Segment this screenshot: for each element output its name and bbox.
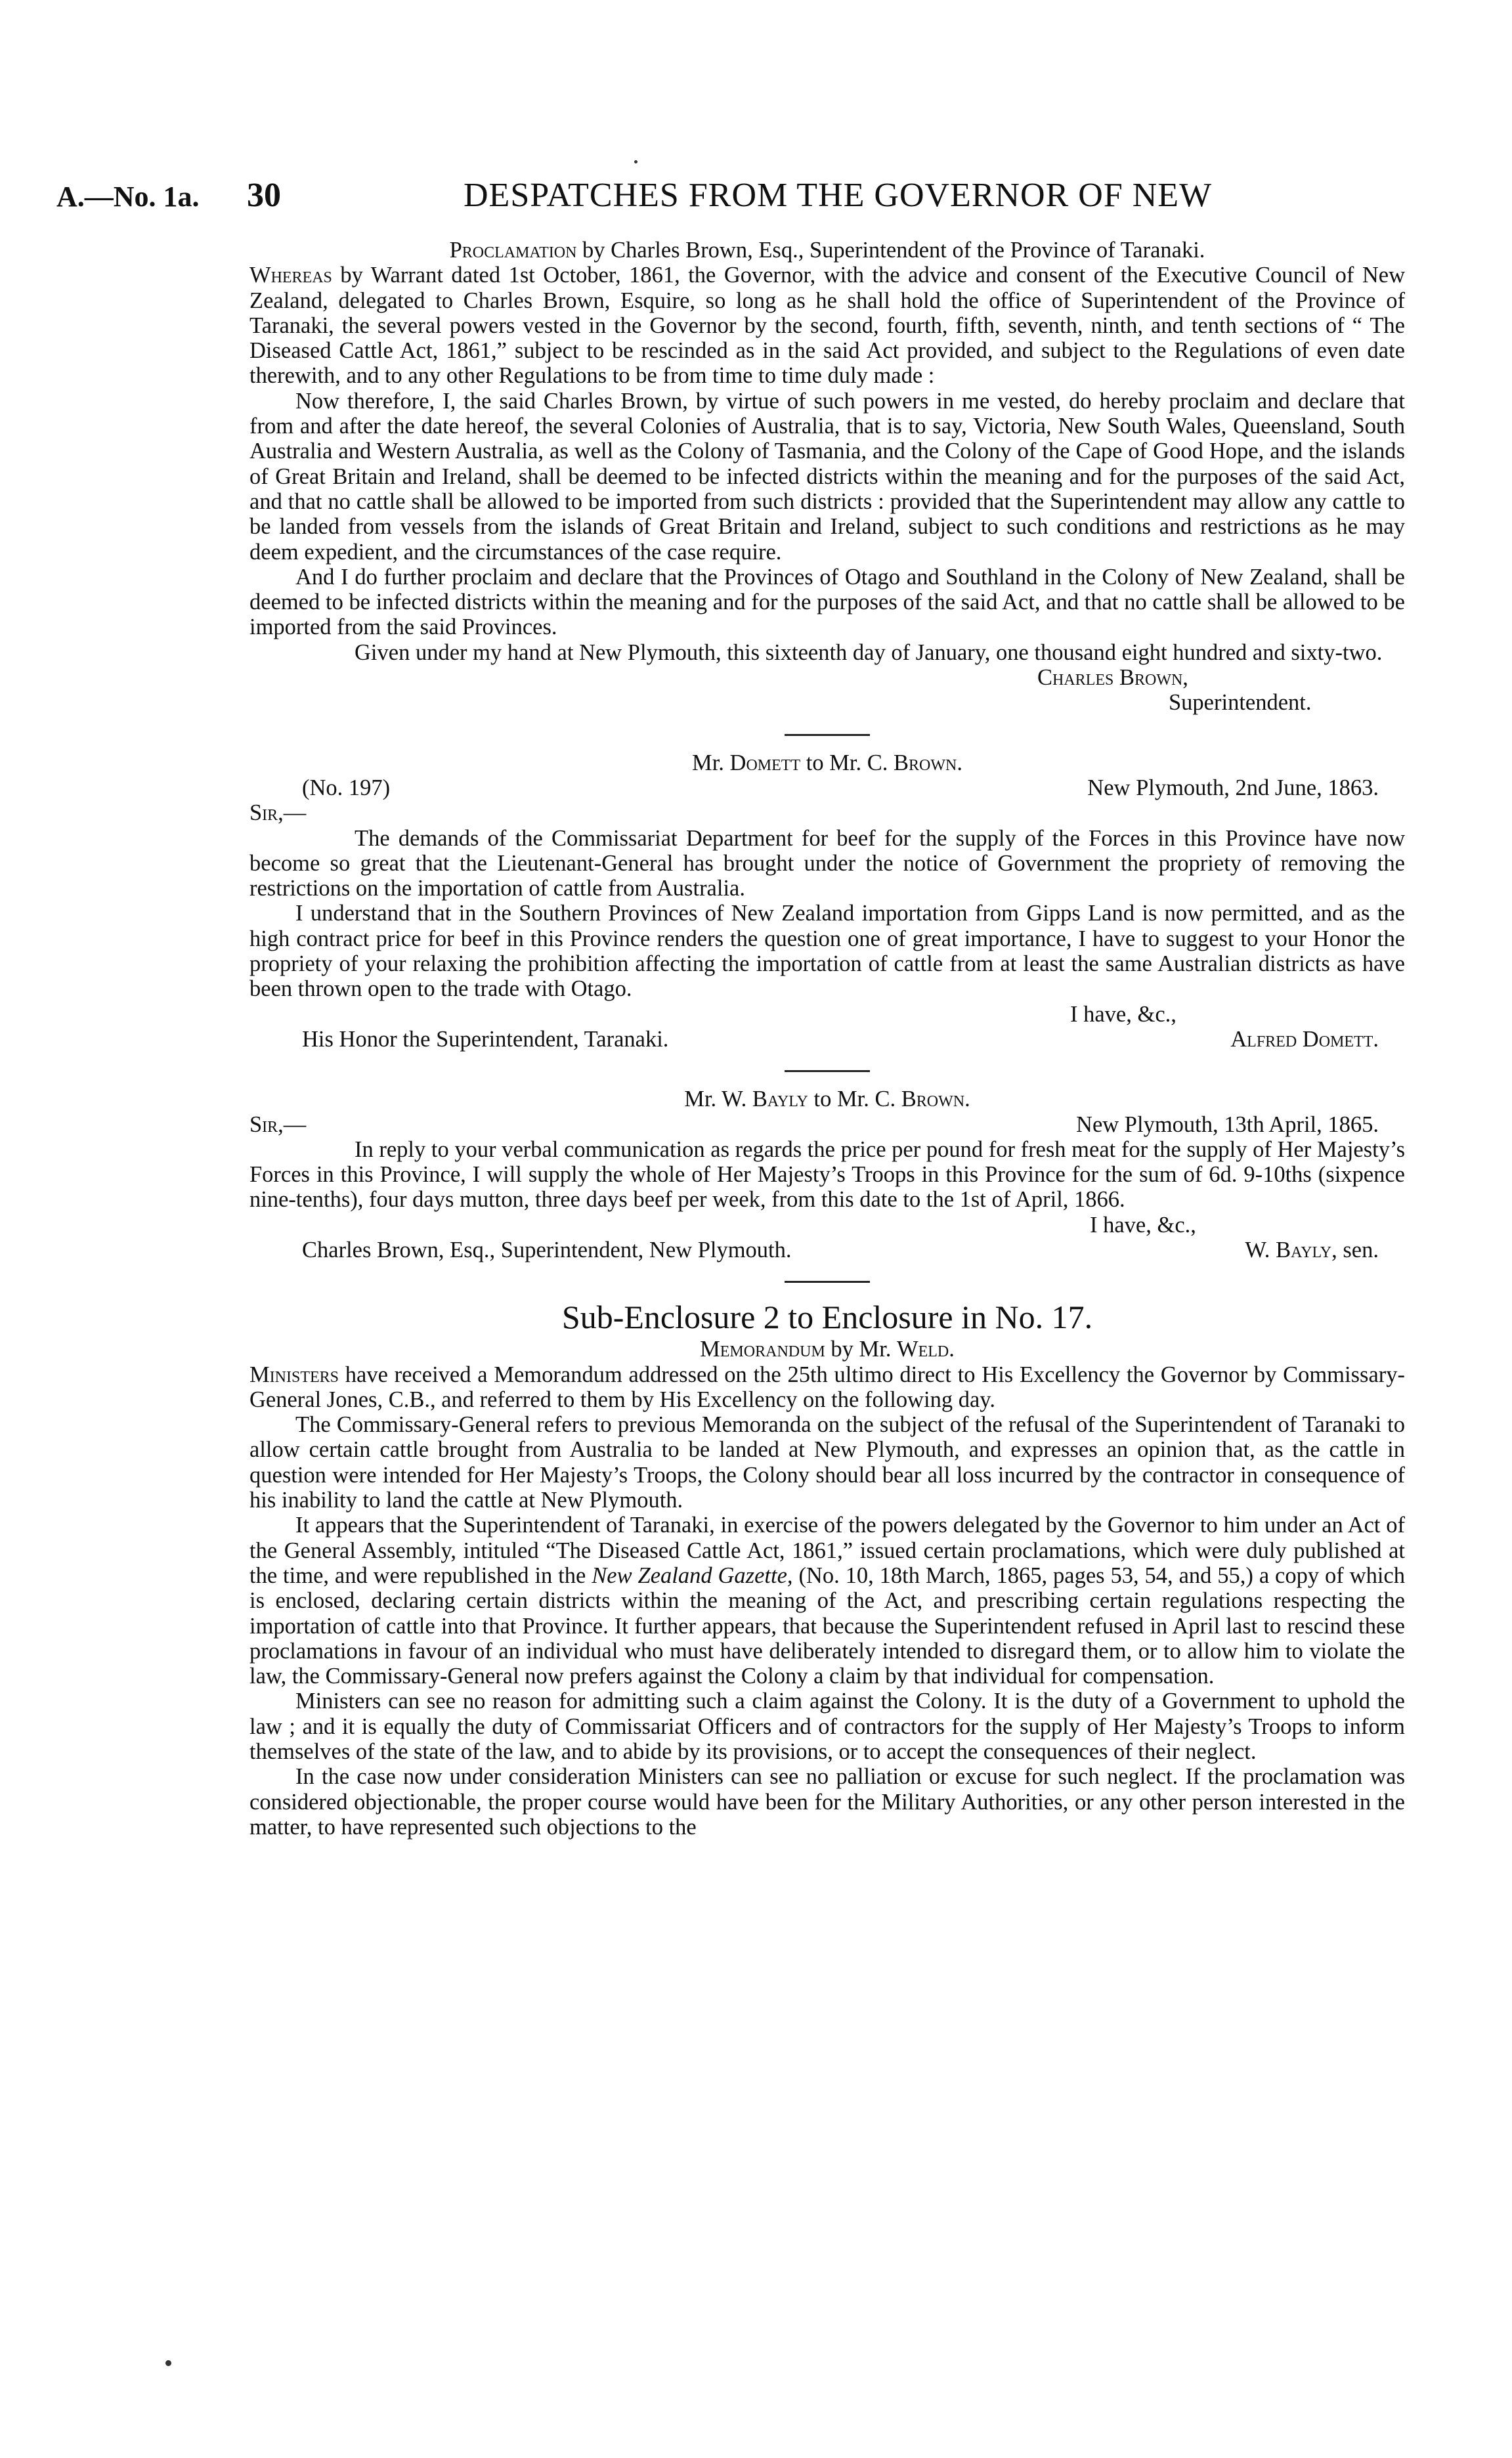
proclamation-whereas: Whereas by Warrant dated 1st October, 1861, the Governor, with the advice and consent of the Executive Council of New Zealand, delegated to Charles Brown, Esquire, so long as he shall hold the office of Superintendent of the Province of Taranaki, the several powers vested in the Governor by the second, fourth, fifth, seventh, ninth, and tenth sections of “ The Diseased Cattle Act, 1861,” subject to be rescinded as in the said Act provided, and subject to the Regulations of even date therewith, and to any other Regulations to be from time to time duly made : xyxy=(249,263,1405,389)
enclosure-title: Sub-Enclosure 2 to Enclosure in No. 17. xyxy=(561,1299,1093,1336)
proclamation-signature-title: Superintendent. xyxy=(1169,690,1312,716)
memorandum-heading: Memorandum by Mr. Weld. xyxy=(700,1337,955,1362)
letter-heading: Mr. Domett to Mr. C. Brown. xyxy=(692,750,962,775)
memorandum-paragraph: Ministers have received a Memorandum addressed on the 25th ultimo direct to His Excellency the Governor by Commissary-General Jones, C.B., and referred to them by His Excellency on the following day. xyxy=(249,1362,1405,1412)
memorandum-paragraph: In the case now under consideration Ministers can see no palliation or excuse for such neglect. If the proclamation was considered objectionable, the proper course would have been for the Military Authorities, or any other person interested in the matter, to have represented such objections to the xyxy=(249,1764,1405,1840)
letter-paragraph: The demands of the Commissariat Department for beef for the supply of the Forces in this Province have now become so great that the Lieutenant-General has brought under the notice of Government the propriety of removing the restrictions on the importation of cattle from Australia. xyxy=(249,825,1405,901)
letter-place-date: New Plymouth, 13th April, 1865. xyxy=(1076,1111,1379,1137)
letter-heading: Mr. W. Bayly to Mr. C. Brown. xyxy=(684,1087,970,1112)
letter-footer xyxy=(249,1238,1405,1262)
memorandum-paragraph: The Commissary-General refers to previous Memoranda on the subject of the refusal of the Superintendent of Taranaki to allow certain cattle brought from Australia to be landed at New Plymouth, and expresses an opinion that, as the cattle in question were intended for Her Majesty’s Troops, the Colony should bear all loss incurred by the contractor in consequence of his inability to land the cattle at New Plymouth. xyxy=(249,1412,1405,1513)
letter-footer xyxy=(249,1027,1405,1052)
section-divider xyxy=(785,1281,870,1283)
page-number: 30 xyxy=(247,177,281,214)
section-divider xyxy=(785,734,870,736)
page-header xyxy=(56,176,1409,222)
proclamation-given: Given under my hand at New Plymouth, this sixteenth day of January, one thousand eight hundred and sixty-two. xyxy=(355,639,1383,665)
letter-paragraph: In reply to your verbal communication as regards the price per pound for fresh meat for the supply of Her Majesty’s Forces in this Province, I will supply the whole of Her Majesty’s Troops in this Province for the sum of 6d. 9-10ths (sixpence nine-tenths), four days mutton, three days beef per week, from this date to the 1st of April, 1866. xyxy=(249,1136,1405,1213)
proclamation-heading: Proclamation by Charles Brown, Esq., Superintendent of the Province of Taranaki. xyxy=(449,238,1205,263)
scan-speck xyxy=(634,160,637,163)
proclamation-paragraph: Now therefore, I, the said Charles Brown, by virtue of such powers in me vested, do hereby proclaim and declare that from and after the date hereof, the several Colonies of Australia, that is to say, Victoria, New South Wales, Queensland, South Australia and Western Australia, as well as the Colony of Tasmania, and the Colony of the Cape of Good Hope, and the islands of Great Britain and Ireland, shall be deemed to be infected districts within the meaning and for the purposes of the said Act, and that no cattle shall be allowed to be imported from such districts : provided that the Superintendent may allow any cattle to be landed from vessels from the islands of Great Britain and Ireland, subject to such conditions and restrictions as he may deem expedient, and the circumstances of the case require. xyxy=(249,388,1405,565)
letter-closing: I have, &c., xyxy=(1070,1001,1177,1027)
letter-salutation: Sir,— xyxy=(249,800,307,826)
document-reference: A.—No. 1a. xyxy=(56,181,200,213)
memorandum-paragraph: Ministers can see no reason for admitting such a claim against the Colony. It is the duty of a Government to uphold the law ; and it is equally the duty of Commissariat Officers and of contractors for the supply of Her Majesty’s Troops to inform themselves of the state of the law, and to abide by its provisions, or to accept the consequences of their neglect. xyxy=(249,1689,1405,1765)
memorandum-paragraph: It appears that the Superintendent of Taranaki, in exercise of the powers delegated by the Governor to him under an Act of the General Assembly, intituled “The Diseased Cattle Act, 1861,” issued certain proclamations, which were duly published at the time, and were republished in the New Zealand Gazette, (No. 10, 18th March, 1865, pages 53, 54, and 55,) a copy of which is enclosed, declaring certain districts within the meaning of the Act, and prescribing certain regulations respecting the importation of cattle into that Province. It further appears, that because the Superintendent refused in April last to rescind these proclamations in favour of an individual who must have deliberately intended to disregard them, or to allow him to violate the law, the Commissary-General now prefers against the Colony a claim by that individual for compensation. xyxy=(249,1513,1405,1689)
letter-meta xyxy=(249,775,1405,800)
proclamation-signature: Charles Brown, xyxy=(1037,665,1188,691)
scan-speck xyxy=(165,2360,171,2366)
document-body xyxy=(249,238,1405,1840)
letter-meta xyxy=(249,1112,1405,1137)
running-title: DESPATCHES FROM THE GOVERNOR OF NEW xyxy=(464,177,1213,214)
letter-salutation: Sir,— xyxy=(249,1111,307,1137)
letter-number: (No. 197) xyxy=(302,775,391,800)
letter-signature: Alfred Domett. xyxy=(1230,1026,1379,1052)
section-divider xyxy=(785,1070,870,1072)
letter-addressee: His Honor the Superintendent, Taranaki. xyxy=(302,1026,669,1052)
proclamation-paragraph: And I do further proclaim and declare that the Provinces of Otago and Southland in the Colony of New Zealand, shall be deemed to be infected districts within the meaning and for the purposes of the said Act, and that no cattle shall be allowed to be imported from the said Provinces. xyxy=(249,564,1405,640)
letter-place-date: New Plymouth, 2nd June, 1863. xyxy=(1087,775,1379,800)
letter-paragraph: I understand that in the Southern Provinces of New Zealand importation from Gipps Land is now permitted, and as the high contract price for beef in this Province renders the question one of great importance, I have to suggest to your Honor the propriety of your relaxing the prohibition affecting the importation of cattle from at least the same Australian districts as have been thrown open to the trade with Otago. xyxy=(249,901,1405,1002)
letter-addressee: Charles Brown, Esq., Superintendent, New Plymouth. xyxy=(302,1237,792,1262)
letter-closing: I have, &c., xyxy=(1090,1212,1196,1238)
letter-signature: W. Bayly, sen. xyxy=(1245,1237,1379,1262)
